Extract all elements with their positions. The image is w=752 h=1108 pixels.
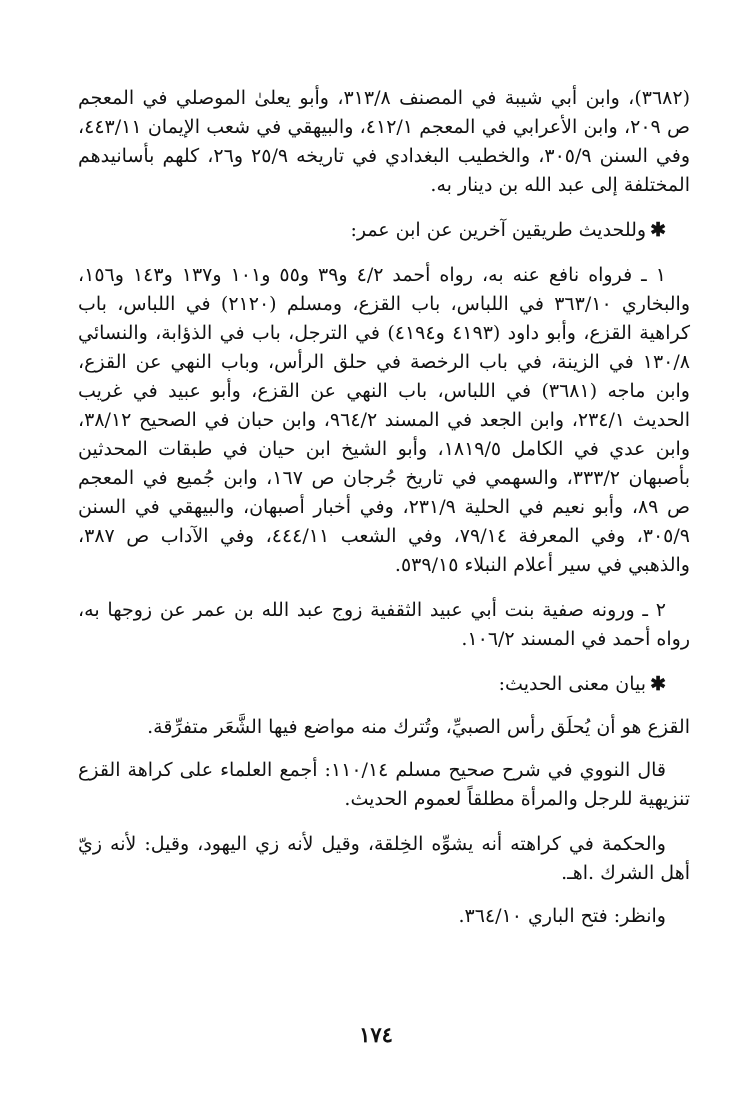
paragraph-see-also: وانظر: فتح الباري ٣٦٤/١٠. [458,905,666,927]
paragraph-nawawi-quote: قال النووي في شرح صحيح مسلم ١١٠/١٤: أجمع العلماء على كراهة القزع تنزيهية للرجل والمرأة مطلقاً لعموم الحديث. [78,759,690,810]
page-body [78,84,690,947]
paragraph-route-nafi: ١ ـ فرواه نافع عنه به، رواه أحمد ٤/٢ و٣٩ و٥٥ و١٠١ و١٣٧ و١٤٣ و١٥٦، والبخاري ٣٦٣/١٠ في اللباس، باب القزع، ومسلم (٢١٢٠) في اللباس، باب كراهية القزع، وأبو داود (٤١٩٣ و٤١٩٤) في الترجل، باب في الذؤابة، والنسائي ١٣٠/٨ في الزينة، في باب الرخصة في حلق الرأس، وباب النهي عن القزع، وابن ماجه (٣٦٨١) في اللباس، باب النهي عن القزع، وأبو عبيد في غريب الحديث ٢٣٤/١، وابن الجعد في المسند ٩٦٤/٢، وابن حبان في الصحيح ٣٨/١٢، وابن عدي في الكامل ١٨١٩/٥، وأبو الشيخ ابن حيان في طبقات المحدثين بأصبهان ٣٣٣/٢، والسهمي في تاريخ جُرجان ص ١٦٧، وابن جُميع في المعجم ص ٨٩، وأبو نعيم في الحلية ٢٣١/٩، وفي أخبار أصبهان، والبيهقي في السنن ٣٠٥/٩، وفي المعرفة ٧٩/١٤، وفي الشعب ٤٤٤/١١، وفي الآداب ص ٣٨٧، والذهبي في سير أعلام النبلاء ٥٣٩/١٥. [78,264,691,576]
paragraph-meaning-heading [78,670,690,699]
star-icon: ✱ [650,219,666,241]
paragraph-references: (٣٦٨٢)، وابن أبي شيبة في المصنف ٣١٣/٨، وأبو يعلىٰ الموصلي في المعجم ص ٢٠٩، وابن الأعرابي في المعجم ٤١٢/١، والبيهقي في شعب الإيمان ٤٤٣/١١، وفي السنن ٣٠٥/٩، والخطيب البغدادي في تاريخه ٢٥/٩ و٢٦، كلهم بأسانيدهم المختلفة إلى عبد الله بن دينار به. [78,87,691,196]
paragraph-wisdom: والحكمة في كراهته أنه يشوِّه الخِلقة، وقيل لأنه زي اليهود، وقيل: لأنه زيّ أهل الشرك .اهـ. [78,833,690,884]
paragraph-other-routes-heading [78,216,690,245]
paragraph-text: وللحديث طريقين آخرين عن ابن عمر: [350,219,647,241]
page-number: ١٧٤ [359,1022,393,1047]
paragraph-text: بيان معنى الحديث: [498,673,647,695]
star-icon: ✱ [650,673,666,695]
paragraph-qaza-definition: القزع هو أن يُحلَق رأس الصبيِّ، وتُترك منه مواضع فيها الشَّعَر متفرِّقة. [147,716,690,738]
paragraph-route-safiyya: ٢ ـ ورونه صفية بنت أبي عبيد الثقفية زوج عبد الله بن عمر عن زوجها به، رواه أحمد في المسند ١٠٦/٢. [78,599,690,650]
